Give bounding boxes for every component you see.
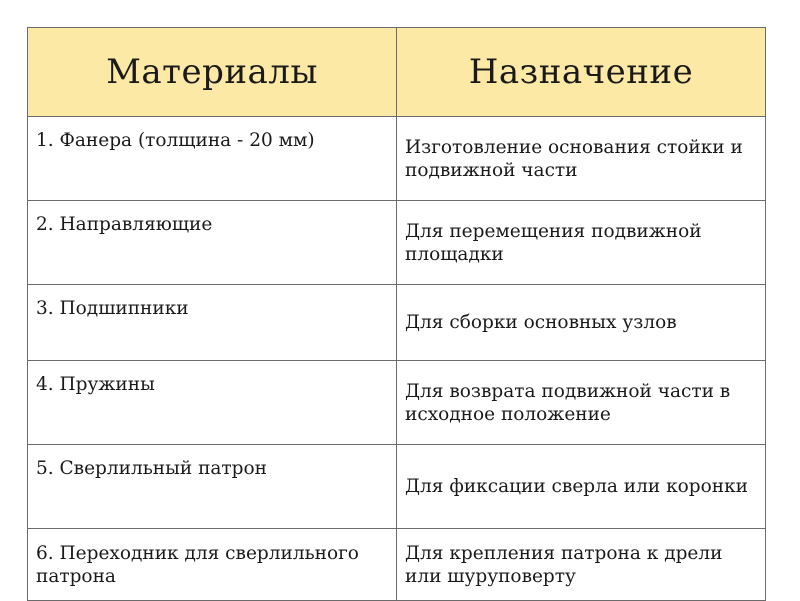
materials-table-container <box>27 27 765 601</box>
table-row <box>28 117 766 201</box>
material-cell: 4. Пружины <box>28 361 397 445</box>
material-cell: 1. Фанера (толщина - 20 мм) <box>28 117 397 201</box>
purpose-cell: Для возврата подвижной части в исходное положение <box>397 361 766 445</box>
materials-table <box>27 27 766 601</box>
header-purpose: Назначение <box>397 28 766 117</box>
purpose-cell: Изготовление основания стойки и подвижной части <box>397 117 766 201</box>
purpose-cell: Для сборки основных узлов <box>397 285 766 361</box>
table-header-row <box>28 28 766 117</box>
table-row <box>28 201 766 285</box>
purpose-cell: Для фиксации сверла или коронки <box>397 445 766 529</box>
material-cell: 2. Направляющие <box>28 201 397 285</box>
purpose-cell: Для крепления патрона к дрели или шуруповерту <box>397 529 766 601</box>
material-cell: 5. Сверлильный патрон <box>28 445 397 529</box>
purpose-cell: Для перемещения подвижной площадки <box>397 201 766 285</box>
header-materials: Материалы <box>28 28 397 117</box>
material-cell: 3. Подшипники <box>28 285 397 361</box>
table-row <box>28 529 766 601</box>
table-row <box>28 361 766 445</box>
material-cell: 6. Переходник для сверлильного патрона <box>28 529 397 601</box>
table-row <box>28 285 766 361</box>
table-row <box>28 445 766 529</box>
